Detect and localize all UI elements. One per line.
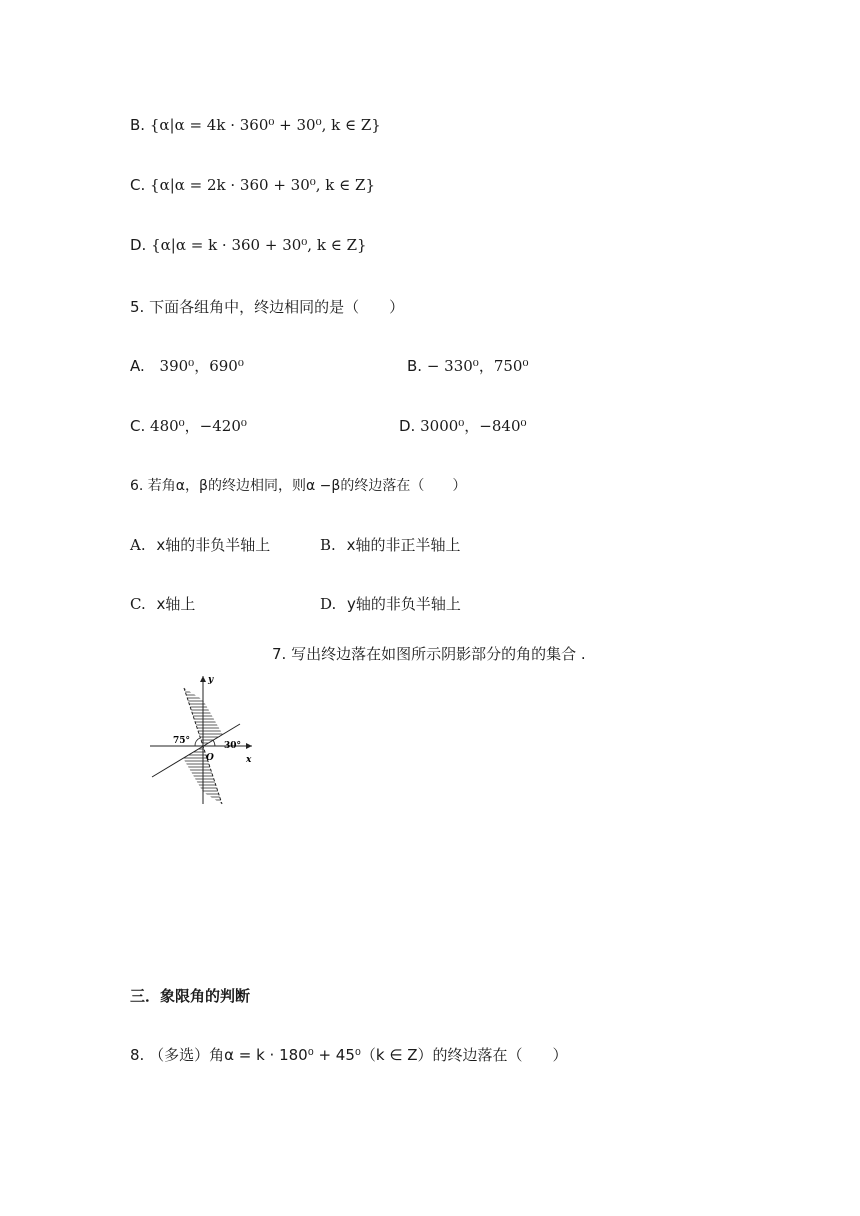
angle-right-label: 30° bbox=[224, 741, 242, 751]
option-label: A. bbox=[130, 536, 146, 554]
angle-arc-right bbox=[213, 740, 215, 746]
x-axis-label: x bbox=[246, 755, 252, 765]
option-text: 3000⁰，−840⁰ bbox=[420, 417, 527, 435]
option-label: D. bbox=[130, 236, 147, 254]
option-5b bbox=[407, 355, 528, 376]
option-text: x轴上 bbox=[156, 595, 196, 613]
option-text: 390⁰，690⁰ bbox=[159, 357, 244, 375]
option-text: {α|α = 2k · 360 + 30⁰, k ∈ Z} bbox=[150, 176, 375, 194]
option-text: {α|α = 4k · 360⁰ + 30⁰, k ∈ Z} bbox=[149, 116, 381, 134]
question-7-stem: 7. 写出终边落在如图所示阴影部分的角的集合 . bbox=[272, 645, 586, 663]
angle-left-label: 75° bbox=[173, 736, 191, 746]
option-4d bbox=[130, 236, 367, 254]
option-4b bbox=[130, 116, 381, 134]
option-label: C. bbox=[130, 595, 146, 613]
option-6c bbox=[130, 593, 195, 614]
option-text: x轴的非负半轴上 bbox=[156, 536, 271, 554]
question-8-stem: 8. （多选）角α = k · 180⁰ + 45⁰（k ∈ Z）的终边落在（ ） bbox=[130, 1046, 568, 1064]
option-label: A. bbox=[130, 357, 145, 375]
y-axis-label: y bbox=[208, 675, 214, 685]
option-label: C. bbox=[130, 176, 146, 194]
option-text: − 330⁰，750⁰ bbox=[426, 357, 529, 375]
option-label: D. bbox=[320, 595, 337, 613]
y-axis-arrow-icon bbox=[200, 676, 206, 682]
option-text: y轴的非负半轴上 bbox=[347, 595, 461, 613]
x-axis-arrow-icon bbox=[246, 743, 252, 749]
option-5a bbox=[130, 355, 244, 376]
option-4c bbox=[130, 176, 375, 194]
question-5-stem: 5. 下面各组角中，终边相同的是（ ） bbox=[130, 298, 405, 316]
origin-label: O bbox=[206, 753, 214, 763]
option-5c bbox=[130, 415, 247, 436]
option-text: 480⁰，−420⁰ bbox=[150, 417, 247, 435]
option-5d bbox=[399, 415, 527, 436]
question-6-stem: 6. 若角α，β的终边相同，则α −β的终边落在（ ） bbox=[130, 478, 467, 494]
option-label: B. bbox=[407, 357, 423, 375]
option-6b bbox=[320, 534, 460, 555]
option-6a bbox=[130, 534, 270, 555]
option-6d bbox=[320, 593, 461, 614]
option-label: B. bbox=[130, 116, 146, 134]
option-label: C. bbox=[130, 417, 146, 435]
shaded-angle-figure bbox=[140, 670, 260, 810]
angle-arc-left bbox=[195, 738, 200, 746]
option-label: D. bbox=[399, 417, 416, 435]
option-label: B. bbox=[320, 536, 336, 554]
section-3-heading: 三．象限角的判断 bbox=[130, 987, 251, 1005]
option-text: {α|α = k · 360 + 30⁰, k ∈ Z} bbox=[151, 236, 367, 254]
option-text: x轴的非正半轴上 bbox=[346, 536, 461, 554]
